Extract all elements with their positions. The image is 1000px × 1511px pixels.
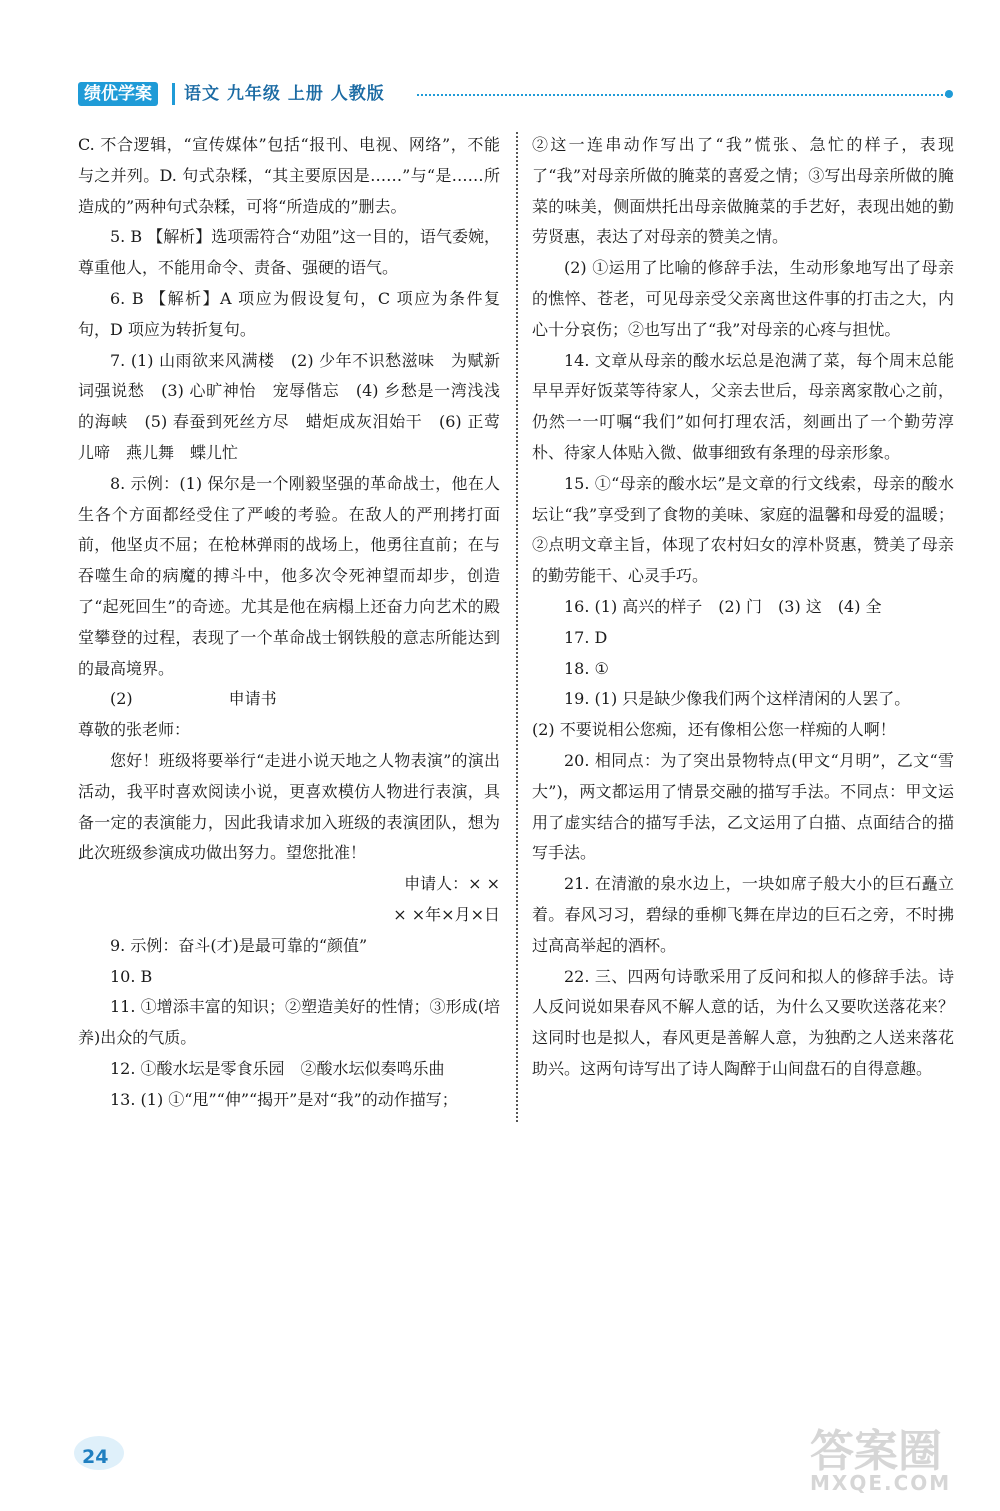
page-header [72,78,957,112]
answer-paragraph: (2) ①运用了比喻的修辞手法，生动形象地写出了母亲的憔悴、苍老，可见母亲受父亲离世这件事的打击之大，内心十分哀伤；②也写出了“我”对母亲的心疼与担忧。 [532,258,954,339]
answer-paragraph: 13. (1) ①“甩”“伸”“揭开”是对“我”的动作描写； [110,1089,458,1109]
answer-paragraph: 15. ①“母亲的酸水坛”是文章的行文线索，母亲的酸水坛让“我”享受到了食物的美味、家庭的温馨和母爱的温暖；②点明文章主旨，体现了农村妇女的淳朴贤惠，赞美了母亲的勤劳能干、心灵手巧。 [532,473,954,586]
answer-paragraph: 5. B 【解析】选项需符合“劝阻”这一目的，语气委婉，尊重他人，不能用命令、责备、强硬的语气。 [78,227,500,278]
brand-divider [172,83,175,105]
brand-logo: 绩优学案 [78,82,158,106]
answer-paragraph: 14. 文章从母亲的酸水坛总是泡满了菜，每个周末总能早早弄好饭菜等待家人，父亲去世后，母亲离家散心之前，仍然一一叮嘱“我们”如何打理农活，刻画出了一个勤劳淳朴、待家人体贴入微、做事细致有条理的母亲形象。 [532,350,954,462]
answer-paragraph: × ×年×月×日 [393,904,500,924]
answer-paragraph: 20. 相同点：为了突出景物特点(甲文“月明”，乙文“雪大”)，两文都运用了情景交融的描写手法。不同点：甲文运用了虚实结合的描写手法，乙文运用了白描、点面结合的描写手法。 [532,750,954,863]
watermark-url: MXQE.COM [810,1471,952,1495]
header-rule-end-dot [945,90,953,98]
answer-paragraph: (2) 申请书 [110,689,277,709]
answer-paragraph: (2) 不要说相公您痴，还有像相公您一样痴的人啊！ [532,720,896,740]
page-number: 24 [82,1446,109,1468]
answer-paragraph: 17. D [564,627,608,647]
watermark-logo-text: 答案圈 [810,1426,942,1477]
answer-paragraph: 11. ①增添丰富的知识；②塑造美好的性情；③形成(培养)出众的气质。 [78,997,500,1048]
answer-paragraph: 18. ① [564,658,609,678]
answer-paragraph: 22. 三、四两句诗歌采用了反问和拟人的修辞手法。诗人反问说如果春风不解人意的话，为什么又要吹送落花来？这同时也是拟人，春风更是善解人意，为独酌之人送来落花助兴。这两句诗写出了诗人陶醉于山间盘石的自得意趣。 [532,966,954,1078]
answer-paragraph: 您好！班级将要举行“走进小说天地之人物表演”的演出活动，我平时喜欢阅读小说，更喜欢模仿人物进行表演，具备一定的表演能力，因此我请求加入班级的表演团队，想为此次班级参演成功做出努力。望您批准！ [78,750,500,863]
answer-paragraph: 10. B [110,966,153,986]
answer-paragraph: 12. ①酸水坛是零食乐园 ②酸水坛似奏鸣乐曲 [110,1058,445,1078]
right-column [532,130,954,1085]
answer-paragraph: ②这一连串动作写出了“我”慌张、急忙的样子，表现了“我”对母亲所做的腌菜的喜爱之情；③写出母亲所做的腌菜的味美，侧面烘托出母亲做腌菜的手艺好，表现出她的勤劳贤惠，表达了对母亲的赞美之情。 [532,135,954,247]
column-divider [516,132,518,1122]
answer-paragraph: 7. (1) 山雨欲来风满楼 (2) 少年不识愁滋味 为赋新词强说愁 (3) 心旷神怡 宠辱偕忘 (4) 乡愁是一湾浅浅的海峡 (5) 春蚕到死丝方尽 蜡炬成灰泪始干 (6) 正莺儿啼 燕儿舞 蝶儿忙 [78,350,500,462]
left-column [78,130,500,1116]
answer-paragraph: C. 不合逻辑，“宣传媒体”包括“报刊、电视、网络”，不能与之并列。D. 句式杂糅，“其主要原因是……”与“是……所造成的”两种句式杂糅，可将“所造成的”删去。 [78,135,500,216]
answer-paragraph: 6. B 【解析】A 项应为假设复句，C 项应为条件复句，D 项应为转折复句。 [78,288,500,339]
subject-line: 语文 九年级 上册 人教版 [184,84,385,104]
answer-paragraph: 尊敬的张老师： [78,720,191,740]
header-dotted-rule [417,94,947,96]
answer-paragraph: 16. (1) 高兴的样子 (2) 门 (3) 这 (4) 全 [564,596,882,616]
answer-paragraph: 9. 示例：奋斗(才)是最可靠的“颜值” [110,935,368,955]
answer-paragraph: 8. 示例：(1) 保尔是一个刚毅坚强的革命战士，他在人生各个方面都经受住了严峻的考验。在敌人的严刑拷打面前，他坚贞不屈；在枪林弹雨的战场上，他勇往直前；在与吞噬生命的病魔的搏斗中，他多次令死神望而却步，创造了“起死回生”的奇迹。尤其是他在病榻上还奋力向艺术的殿堂攀登的过程，表现了一个革命战士钢铁般的意志所能达到的最高境界。 [78,473,500,678]
answer-paragraph: 21. 在清澈的泉水边上，一块如席子般大小的巨石矗立着。春风习习，碧绿的垂柳飞舞在岸边的巨石之旁，不时拂过高高举起的酒杯。 [532,874,954,955]
watermark [810,1415,980,1495]
answer-paragraph: 19. (1) 只是缺少像我们两个这样清闲的人罢了。 [564,689,911,709]
answer-paragraph: 申请人：× × [404,874,500,894]
